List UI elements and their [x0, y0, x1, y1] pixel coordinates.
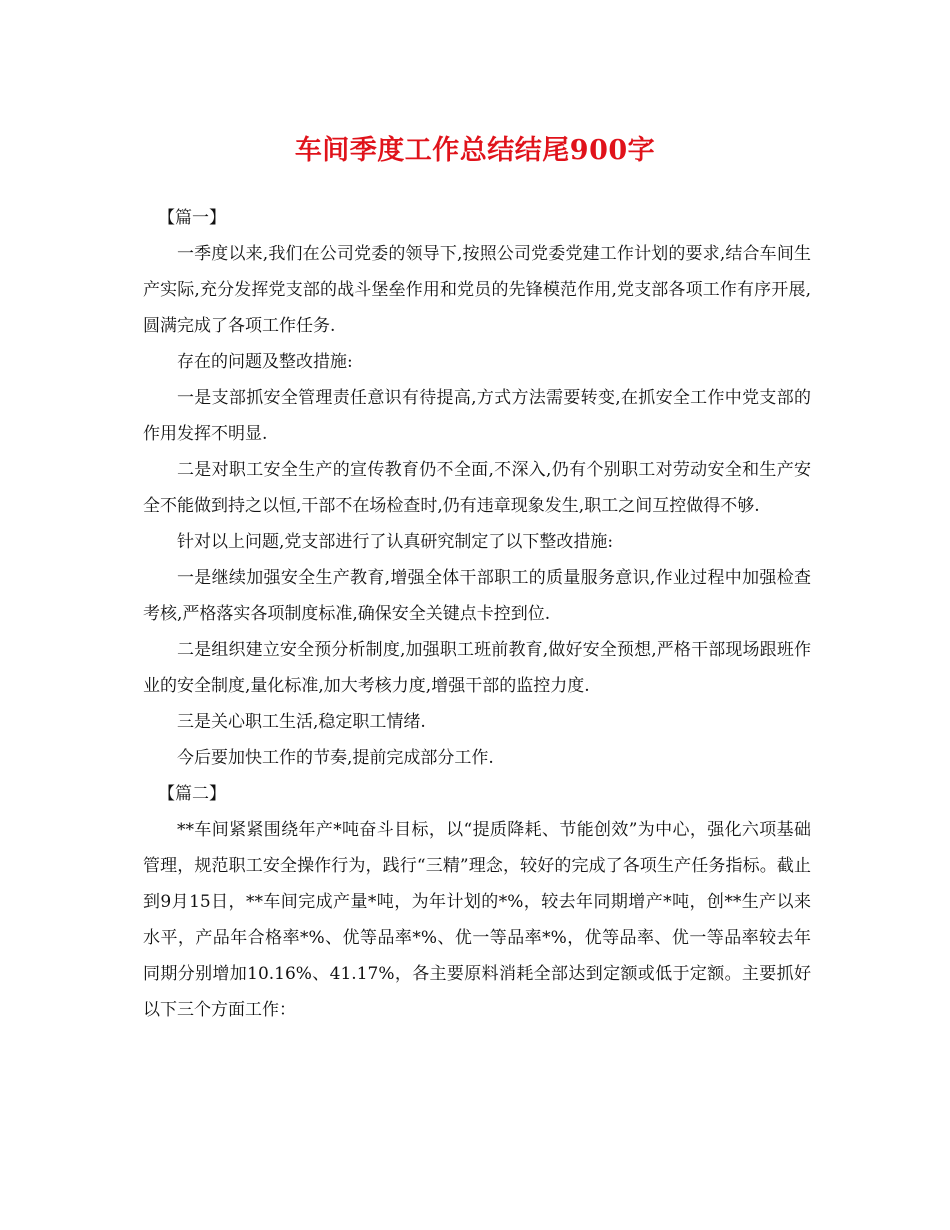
paragraph: 今后要加快工作的节奏,提前完成部分工作.	[177, 748, 494, 768]
document-body	[143, 200, 811, 1028]
paragraph: 二是组织建立安全预分析制度,加强职工班前教育,做好安全预想,严格干部现场跟班作业的安全制度,量化标准,加大考核力度,增强干部的监控力度.	[143, 640, 811, 696]
paragraph: 针对以上问题,党支部进行了认真研究制定了以下整改措施:	[177, 532, 614, 552]
paragraph: 二是对职工安全生产的宣传教育仍不全面,不深入,仍有个别职工对劳动安全和生产安全不能做到持之以恒,干部不在场检查时,仍有违章现象发生,职工之间互控做得不够.	[143, 460, 811, 516]
document-title: 车间季度工作总结结尾900字	[294, 135, 656, 166]
section-heading-2: 【篇二】	[158, 784, 226, 804]
paragraph: 存在的问题及整改措施:	[177, 352, 353, 372]
paragraph: 三是关心职工生活,稳定职工情绪.	[177, 712, 426, 732]
section-heading-1: 【篇一】	[158, 208, 226, 228]
paragraph: 一是继续加强安全生产教育,增强全体干部职工的质量服务意识,作业过程中加强检查考核,严格落实各项制度标准,确保安全关键点卡控到位.	[143, 568, 811, 624]
paragraph: 一是支部抓安全管理责任意识有待提高,方式方法需要转变,在抓安全工作中党支部的作用发挥不明显.	[143, 388, 811, 444]
paragraph: **车间紧紧围绕年产*吨奋斗目标，以“提质降耗、节能创效”为中心，强化六项基础管理，规范职工安全操作行为，践行“三精”理念，较好的完成了各项生产任务指标。截止到9月15日，**车间完成产量*吨，为年计划的*%，较去年同期增产*吨，创**生产以来水平，产品年合格率*%、优等品率*%、优一等品率*%，优等品率、优一等品率较去年同期分别增加10.16%、41.17%，各主要原料消耗全部达到定额或低于定额。主要抓好以下三个方面工作：	[143, 820, 811, 1020]
paragraph: 一季度以来,我们在公司党委的领导下,按照公司党委党建工作计划的要求,结合车间生产实际,充分发挥党支部的战斗堡垒作用和党员的先锋模范作用,党支部各项工作有序开展,圆满完成了各项工作任务.	[143, 244, 811, 336]
